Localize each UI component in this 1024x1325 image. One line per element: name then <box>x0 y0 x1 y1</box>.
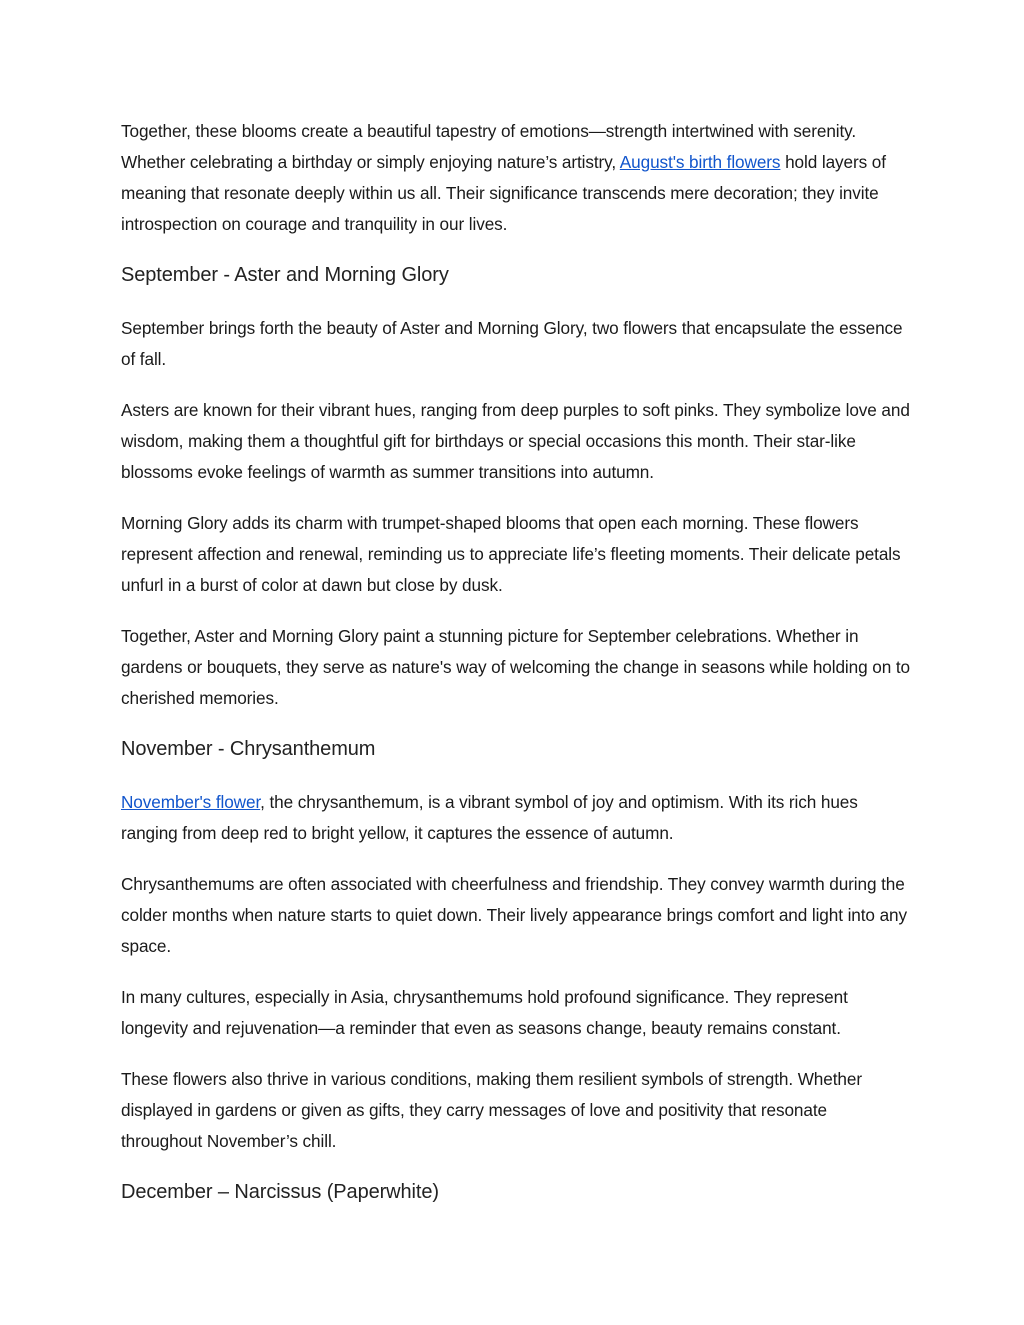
paragraph-chrysanthemum-friendship: Chrysanthemums are often associated with cheerfulness and friendship. They convey warmth during the colder months when nature starts to quiet down. Their lively appearance brings comfort and light into any space. <box>121 874 907 956</box>
paragraph-text: , the chrysanthemum, is a vibrant symbol of joy and optimism. With its rich hues ranging from deep red to bright yellow, it captures the essence of autumn. <box>121 792 858 843</box>
august-birth-flowers-link[interactable]: August's birth flowers <box>619 152 781 172</box>
heading-november: November - Chrysanthemum <box>121 738 376 760</box>
paragraph-text: Together, these blooms create a beautiful tapestry of emotions—strength intertwined with serenity. Whether celebrating a birthday or simply enjoying nature’s artistry, <box>121 121 857 172</box>
paragraph-chrysanthemum-cultures: In many cultures, especially in Asia, chrysanthemums hold profound significance. They represent longevity and rejuvenation—a reminder that even as seasons change, beauty remains constant. <box>121 987 848 1038</box>
heading-december: December – Narcissus (Paperwhite) <box>121 1181 439 1203</box>
paragraph-august-summary <box>121 116 911 240</box>
paragraph-september-summary: Together, Aster and Morning Glory paint a stunning picture for September celebrations. Whether in gardens or bouquets, they serve as nature's way of welcoming the change in seasons while holding on to cherished memories. <box>121 626 910 708</box>
paragraph-text: hold layers of meaning that resonate deeply within us all. Their significance transcends mere decoration; they invite introspection on courage and tranquility in our lives. <box>121 152 886 234</box>
paragraph-chrysanthemum-strength: These flowers also thrive in various conditions, making them resilient symbols of strength. Whether displayed in gardens or given as gifts, they carry messages of love and positivity that resonate throughout November’s chill. <box>121 1069 862 1151</box>
paragraph-november-intro <box>121 787 911 849</box>
paragraph-asters: Asters are known for their vibrant hues, ranging from deep purples to soft pinks. They symbolize love and wisdom, making them a thoughtful gift for birthdays or special occasions this month. Their star-like blossoms evoke feelings of warmth as summer transitions into autumn. <box>121 400 910 482</box>
heading-september: September - Aster and Morning Glory <box>121 264 449 286</box>
document-page <box>121 116 911 1230</box>
paragraph-morning-glory: Morning Glory adds its charm with trumpet-shaped blooms that open each morning. These flowers represent affection and renewal, reminding us to appreciate life’s fleeting moments. Their delicate petals unfurl in a burst of color at dawn but close by dusk. <box>121 513 901 595</box>
novembers-flower-link[interactable]: November's flower <box>121 792 261 812</box>
paragraph-september-intro: September brings forth the beauty of Aster and Morning Glory, two flowers that encapsulate the essence of fall. <box>121 318 903 369</box>
